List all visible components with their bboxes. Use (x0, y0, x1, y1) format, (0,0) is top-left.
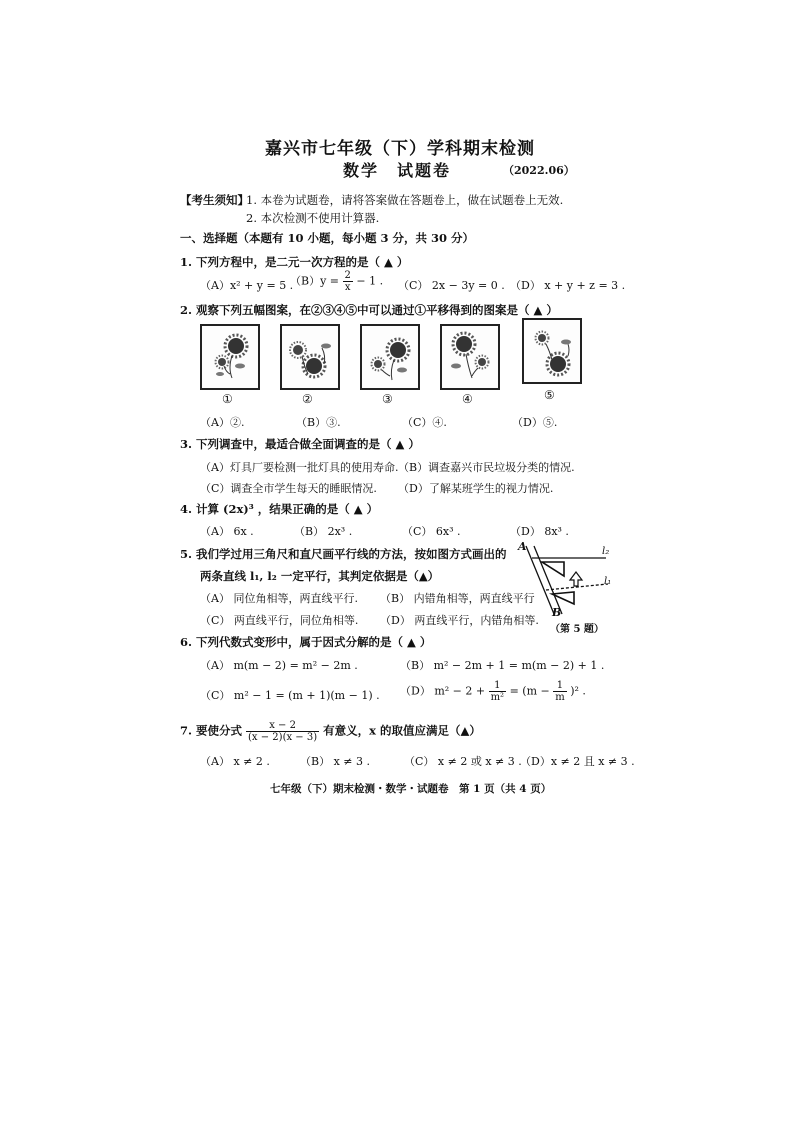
q4-option-b: （B） 2x³ . (294, 525, 353, 538)
q7-option-d: （D）x ≠ 2 且 x ≠ 3 . (520, 755, 635, 768)
q1-option-a: （A）x² + y = 5 . (200, 279, 294, 292)
q2-stem: 2. 观察下列五幅图案，在②③④⑤中可以通过①平移得到的图案是（ ▲ ） (180, 303, 558, 317)
q4-stem: 4. 计算 (2x)³ ，结果正确的是（ ▲ ） (180, 502, 379, 516)
pattern-5-label: ⑤ (544, 388, 555, 402)
notice-line-1: 1. 本卷为试题卷，请将答案做在答题卷上，做在试题卷上无效. (246, 193, 564, 207)
pattern-4-label: ④ (462, 392, 473, 406)
page-subtitle: 数学 试题卷 (343, 161, 452, 180)
pattern-1-label: ① (222, 392, 233, 406)
section-heading: 一、选择题（本题有 10 小题，每小题 3 分，共 30 分） (180, 231, 475, 245)
notice-line-2: 2. 本次检测不使用计算器. (246, 211, 380, 225)
q2-option-a: （A）②. (200, 416, 245, 429)
pattern-5-image (522, 318, 582, 384)
q3-option-d: （D）了解某班学生的视力情况. (398, 482, 554, 495)
exam-date: （2022.06） (503, 164, 575, 177)
q3-option-c: （C）调查全市学生每天的睡眠情况. (200, 482, 377, 495)
q1-option-b: （B）y = $\frac{2}{x}$ − 1 . (290, 270, 384, 293)
q6-option-d: （D） m² − 2 + $\frac{1}{\text{m²}}$ = (m − $\frac{1}{m}$ )² . (400, 680, 586, 703)
page-title: 嘉兴市七年级（下）学科期末检测 (265, 139, 535, 159)
q4-option-a: （A） 6x . (200, 525, 254, 538)
q2-option-d: （D）⑤. (512, 416, 558, 429)
q5-stem-line-2: 两条直线 l₁, l₂ 一定平行，其判定依据是（▲） (200, 569, 440, 583)
q5-option-a: （A） 同位角相等，两直线平行. (200, 592, 358, 605)
q5-figure (512, 540, 618, 634)
q4-option-d: （D） 8x³ . (510, 525, 569, 538)
q7-option-a: （A） x ≠ 2 . (200, 755, 270, 768)
q5-label-l1: l₁ (604, 576, 612, 587)
q2-option-c: （C）④. (402, 416, 447, 429)
pattern-3-image (360, 324, 420, 390)
q6-option-c: （C） m² − 1 = (m + 1)(m − 1) . (200, 689, 380, 702)
q5-option-d: （D） 两直线平行，内错角相等. (380, 614, 539, 627)
q5-option-c: （C） 两直线平行，同位角相等. (200, 614, 359, 627)
q3-option-b: （B）调查嘉兴市民垃圾分类的情况. (398, 461, 575, 474)
q5-figure-caption: （第 5 题） (550, 624, 604, 635)
q6-stem: 6. 下列代数式变形中，属于因式分解的是（ ▲ ） (180, 635, 432, 649)
notice-label: 【考生须知】 (180, 193, 249, 207)
q3-option-a: （A）灯具厂要检测一批灯具的使用寿命. (200, 461, 399, 474)
q6-option-b: （B） m² − 2m + 1 = m(m − 2) + 1 . (400, 659, 605, 672)
q2-option-b: （B）③. (296, 416, 341, 429)
q6-option-a: （A） m(m − 2) = m² − 2m . (200, 659, 358, 672)
q5-label-B: B (552, 606, 562, 619)
q7-option-c: （C） x ≠ 2 或 x ≠ 3 . (404, 755, 522, 768)
q7-stem: 7. 要使分式 $\frac{x - 2}{(x - 2)(x - 3)}$ 有意义，x 的取值应满足（▲） (180, 720, 481, 743)
q5-label-l2: l₂ (602, 546, 610, 557)
q5-stem-line-1: 5. 我们学过用三角尺和直尺画平行线的方法，按如图方式画出的 (180, 547, 507, 561)
q3-stem: 3. 下列调查中，最适合做全面调查的是（ ▲ ） (180, 437, 420, 451)
q1-option-c: （C） 2x − 3y = 0 . (398, 279, 505, 292)
q1-stem: 1. 下列方程中，是二元一次方程的是（ ▲ ） (180, 255, 409, 269)
pattern-2-label: ② (302, 392, 313, 406)
pattern-2-image (280, 324, 340, 390)
pattern-4-image (440, 324, 500, 390)
q7-option-b: （B） x ≠ 3 . (300, 755, 370, 768)
pattern-1-image (200, 324, 260, 390)
q5-label-A: A (518, 540, 527, 553)
q5-option-b: （B） 内错角相等，两直线平行 (380, 592, 535, 605)
q4-option-c: （C） 6x³ . (402, 525, 461, 538)
q1-option-d: （D） x + y + z = 3 . (510, 279, 626, 292)
page-footer: 七年级（下）期末检测・数学・试题卷 第 1 页（共 4 页） (270, 783, 552, 795)
pattern-3-label: ③ (382, 392, 393, 406)
